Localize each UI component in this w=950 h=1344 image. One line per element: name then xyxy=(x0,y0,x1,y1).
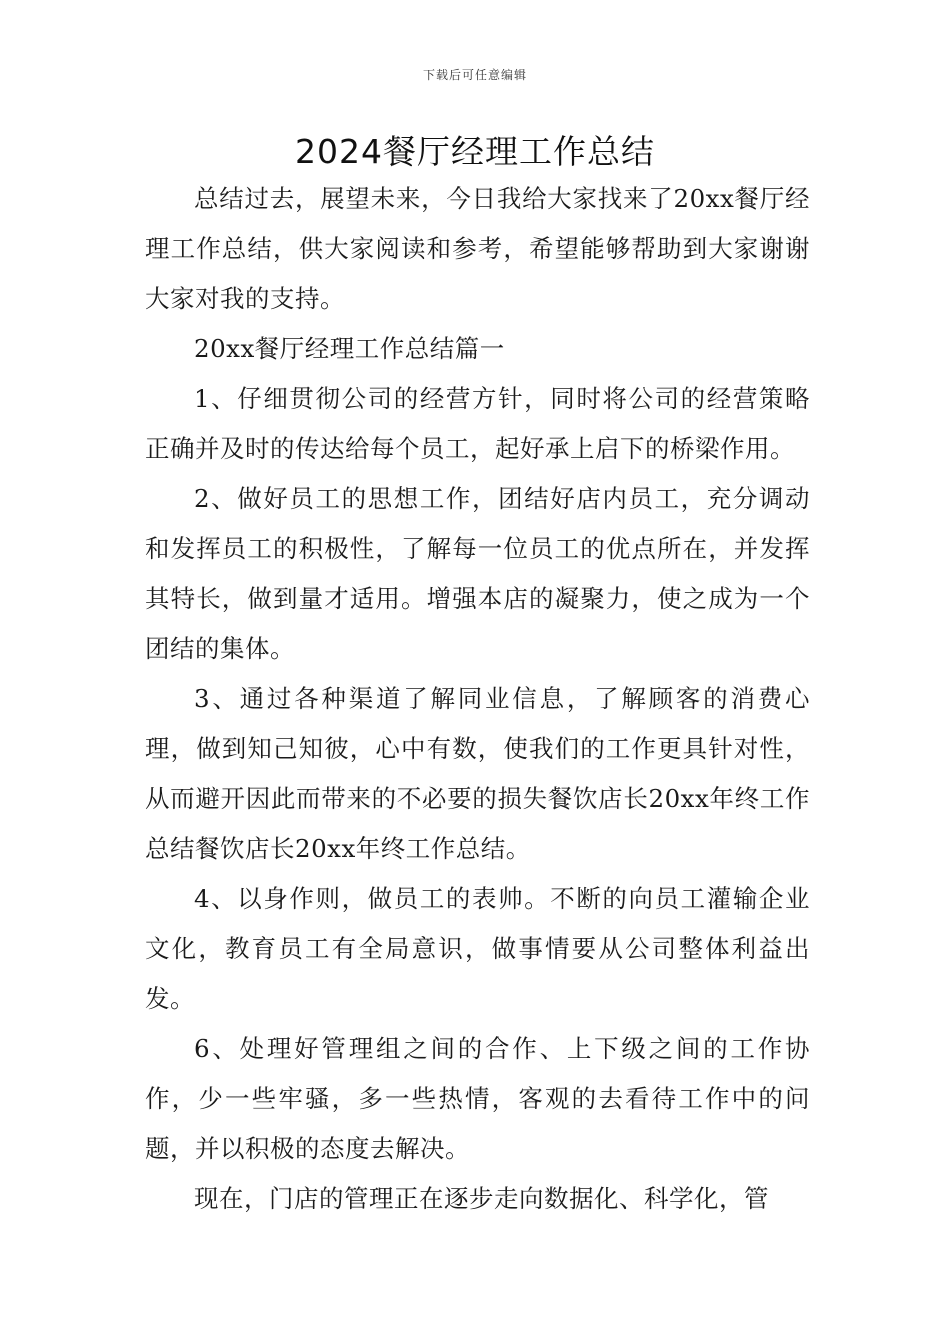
paragraph-item-2: 2、做好员工的思想工作，团结好店内员工，充分调动和发挥员工的积极性，了解每一位员工的优点所在，并发挥其特长，做到量才适用。增强本店的凝聚力，使之成为一个团结的集体。 xyxy=(145,484,810,663)
paragraph-item-6: 6、处理好管理组之间的合作、上下级之间的工作协作，少一些牢骚，多一些热情，客观的去看待工作中的问题，并以积极的态度去解决。 xyxy=(145,1034,810,1163)
paragraph-item-1: 1、仔细贯彻公司的经营方针，同时将公司的经营策略正确并及时的传达给每个员工，起好承上启下的桥梁作用。 xyxy=(145,384,810,463)
paragraph-item-4: 4、以身作则，做员工的表帅。不断的向员工灌输企业文化，教育员工有全局意识，做事情要从公司整体利益出发。 xyxy=(145,884,810,1013)
document-title: 2024餐厅经理工作总结 xyxy=(295,132,655,171)
section-heading: 20xx餐厅经理工作总结篇一 xyxy=(194,334,505,363)
document-body xyxy=(145,174,810,1224)
paragraph-intro: 总结过去，展望未来，今日我给大家找来了20xx餐厅经理工作总结，供大家阅读和参考，希望能够帮助到大家谢谢大家对我的支持。 xyxy=(145,184,810,313)
header-note: 下载后可任意编辑 xyxy=(422,68,527,82)
paragraph-item-3: 3、通过各种渠道了解同业信息，了解顾客的消费心理，做到知己知彼，心中有数，使我们的工作更具针对性，从而避开因此而带来的不必要的损失餐饮店长20xx年终工作总结餐饮店长20xx年终工作总结。 xyxy=(145,684,810,863)
paragraph-closing: 现在，门店的管理正在逐步走向数据化、科学化，管 xyxy=(194,1184,769,1213)
